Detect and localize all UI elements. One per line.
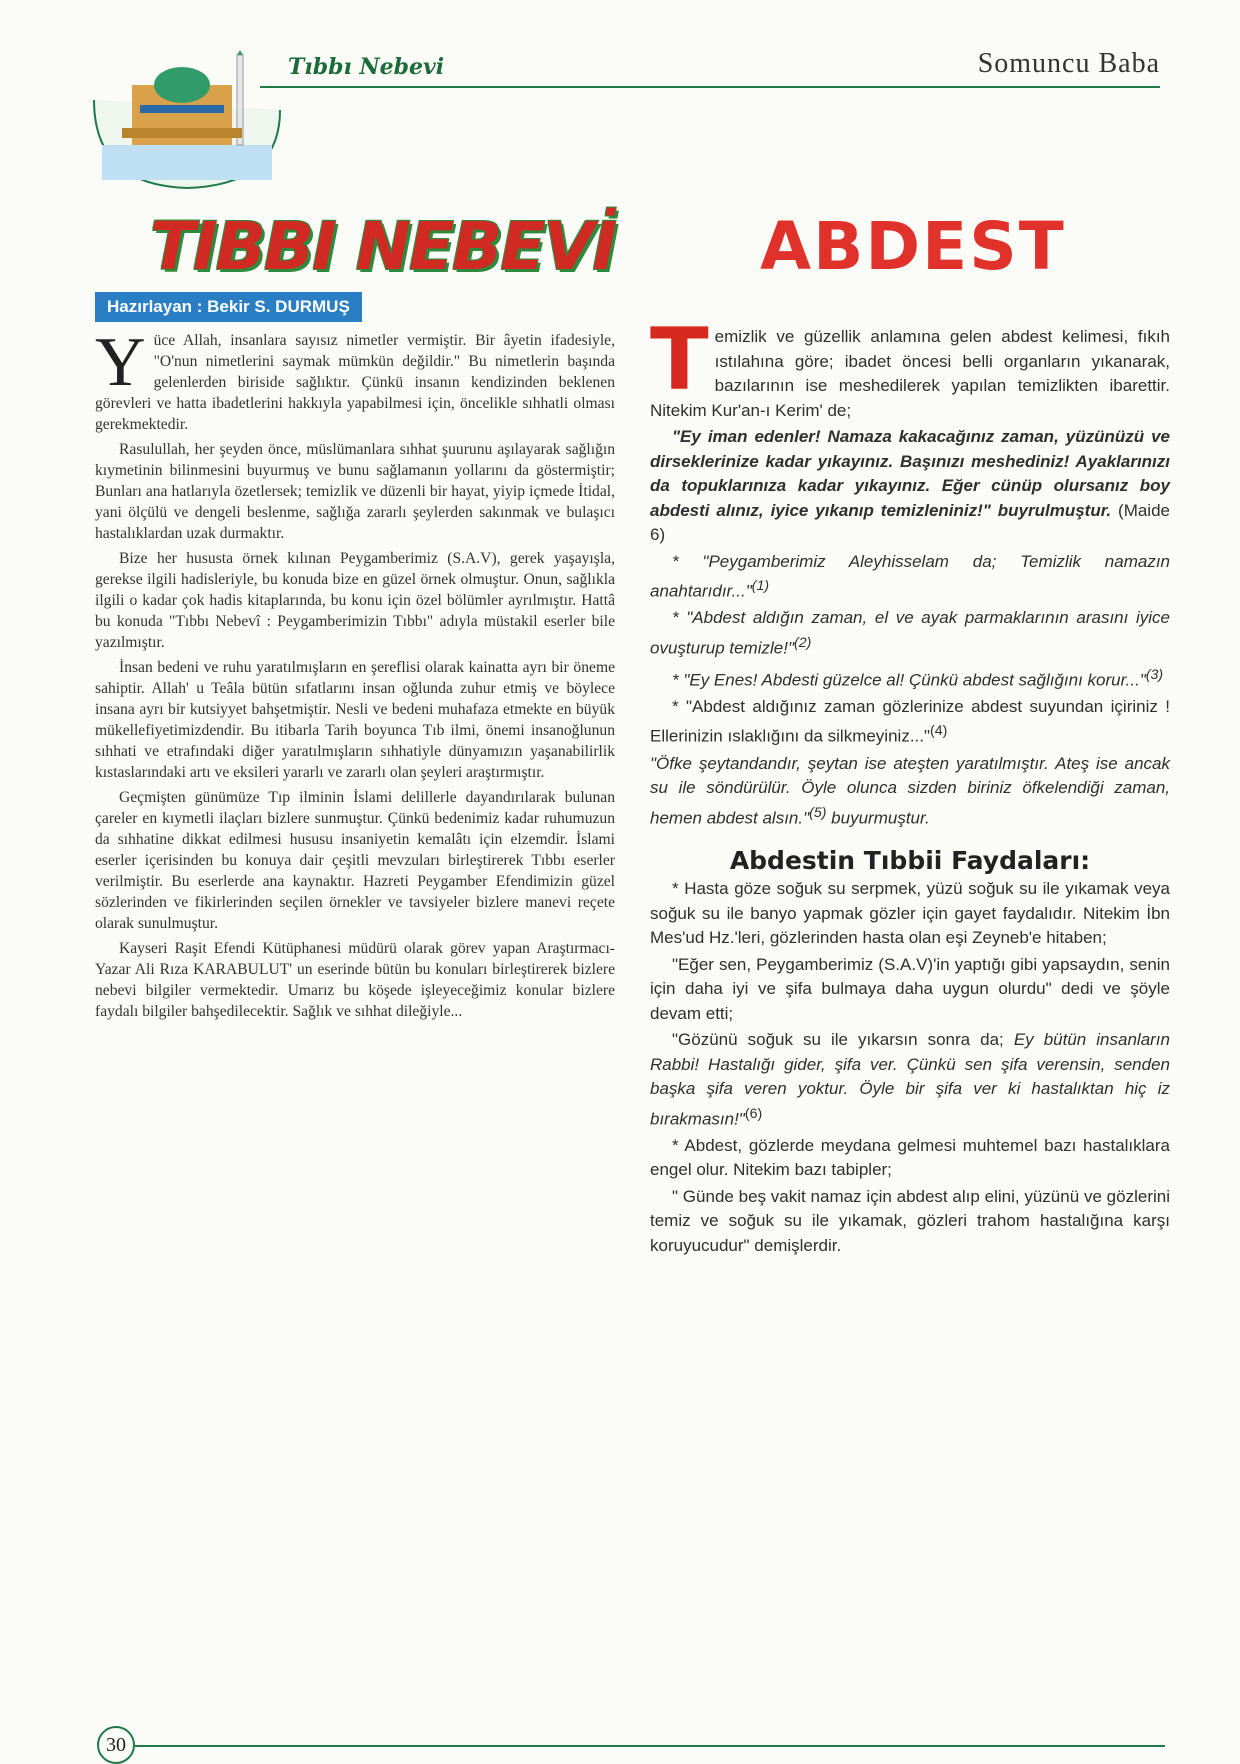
footer-rule xyxy=(135,1745,1165,1747)
benefit-paragraph: " Günde beş vakit namaz için abdest alıp elini, yüzünü ve gözlerini temiz ve soğuk su ile yıkamak, gözleri trahom hastalığına karşı koruyucudur" demişlerdir. xyxy=(650,1186,1170,1255)
paragraph: Kayseri Raşit Efendi Kütüphanesi müdürü olarak görev yapan Araştırmacı-Yazar Ali Rıza KARABULUT' un eserinde bütün bu konuları birleştirerek bizlere nebevi bilgiler vermektedir. Umarız bu köşede işleyeceğimiz konular bizlere faydalı bilgiler bahşedilecektir. Sağlık ve sıhhat dileğiyle... xyxy=(95,940,615,1020)
right-column xyxy=(650,310,1170,1260)
benefit-paragraph: * Hasta göze soğuk su serpmek, yüzü soğuk su ile yıkamak veya soğuk su ile banyo yapmak gözler için gayet faydalıdır. Nitekim İbn Mes'ud Hz.'leri, gözlerinden hasta olan eşi Zeyneb'e hitaben; xyxy=(650,879,1170,948)
drop-cap: T xyxy=(650,310,709,410)
subheading: Abdestin Tıbbii Faydaları: xyxy=(729,845,1091,875)
hadith-item: "Öfke şeytandandır, şeytan ise ateşten yaratılmıştır. Ateş ise ancak su ile söndürülür. Öyle olunca sizden biriniz öfkelendiği zaman, hemen abdest alsın."$^{(5)}$ buyurmuştur. xyxy=(650,753,1170,828)
author-badge: Hazırlayan : Bekir S. DURMUŞ xyxy=(95,292,362,322)
article-title: ABDEST xyxy=(760,208,1066,285)
main-title: TIBBI NEBEVİ xyxy=(150,208,616,285)
quran-quote: "Ey iman edenler! Namaza kakacağınız zaman, yüzünüzü ve dirseklerinize kadar yıkayınız. Başınızı meshediniz! Ayaklarınızı da topuklarınıza kadar yıkayınız. Eğer cünüp olursanız boy abdesti alınız, iyice yıkanıp temizleniniz!" buyrulmuştur. (Maide 6) xyxy=(650,427,1170,544)
benefit-paragraph: * Abdest, gözlerde meydana gelmesi muhtemel bazı hastalıklara engel olur. Nitekim bazı tabipler; xyxy=(650,1135,1170,1180)
header-rule xyxy=(260,86,1160,88)
hadith-item: * "Ey Enes! Abdesti güzelce al! Çünkü abdest sağlığını korur..."$^{(3)}$ xyxy=(672,666,1164,690)
drop-cap: Y xyxy=(95,324,146,401)
benefit-paragraph: "Gözünü soğuk su ile yıkarsın sonra da; Ey bütün insanların Rabbi! Hastalığı gider, şifa ver. Çünkü sen şifa verensin, senden başka şifa veren yoktur. Öyle bir şifa ver ki hastalıktan hiç iz bırakmasın!"$^{(6)}$ xyxy=(650,1030,1170,1129)
intro-paragraph: Temizlik ve güzellik anlamına gelen abdest kelimesi, fıkıh ıstılahına göre; ibadet öncesi belli organların yıkanarak, bazılarının ise meshedilerek yapılan temizlikten ibarettir. Nitekim Kur'an-ı Kerim' de; xyxy=(650,310,1170,420)
benefit-paragraph: "Eğer sen, Peygamberimiz (S.A.V)'in yaptığı gibi yapsaydın, senin için daha iyi ve şifa bulmaya daha uygun olurdu" dedi ve şöyle devam etti; xyxy=(650,954,1170,1023)
paragraph: Rasulullah, her şeyden önce, müslümanlara sıhhat şuurunu aşılayarak sağlığın kıymetinin bilinmesini buyurmuş ve bunu sağlamanın yollarını da göstermiştir; Bunları ana hatlarıyla özetlersek; temizlik ve düzenli bir hayat, yiyip içmede İtidal, yani ölçülü ve dengeli beslenme, sağlığa zararlı şeylerden sakınmak ve bulaşıcı hastalıklardan uzak durmaktır. xyxy=(95,441,615,542)
paragraph: İnsan bedeni ve ruhu yaratılmışların en şereflisi olarak kainatta ayrı bir öneme sahiptir. Allah' u Teâla bütün sıfatlarını insan oğlunda zuhur etmiş ve böylece insana ayrı bir kutsiyyet bahşetmiştir. Nesli ve bedeni muhafaza etmekte en büyük mükellefiyetimizdendir. Bu itibarla Tarih boyunca Tıb ilmi, önemi insanoğlunun sıhhati ve etrafındaki diğer yaratılmışların sıhhatiyle dünyamızın yaşanabilirlik kıstaslarındaki artı ve eksileri yararlı ve zararlı olan şeyleri araştırmıştır. xyxy=(95,659,615,781)
section-label: Tıbbı Nebevi xyxy=(288,54,445,80)
paragraph: Bize her hususta örnek kılınan Peygamberimiz (S.A.V), gerek yaşayışla, gerekse ilgili hadisleriyle, bu konuda bize en güzel örnek olmuştur. Onun, sağlıkla ilgili o kadar çok hadis kitaplarında, bu konu için özel bölümler ayrılmıştır. Hattâ bu konuda "Tıbbı Nebevî : Peygamberimizin Tıbbı" adıyla müstakil eserler bile yazılmıştır. xyxy=(95,550,615,651)
paragraph: Yüce Allah, insanlara sayısız nimetler vermiştir. Bir âyetin ifadesiyle, "O'nun nimetlerini saymak mümkün değildir." Bu nimetlerin başında gelenlerden biriside sağlıktır. Çünkü insanın kendizinden beklenen görevleri ve hatta ibadetlerini hakkıyla yapabilmesi için, öncelikle sıhhatli olması gerekmektedir. xyxy=(95,324,615,433)
paragraph: Geçmişten günümüze Tıp ilminin İslami delillerle dayandırılarak bulunan çareler en kıymetli ilaçları bizlere sunmuştur. Çünkü bedenimiz kadar ruhumuzun da sıhhatine dikkat edilmesi hususu insaniyetin kemalâtı için elzemdir. İslami eserler içerisinden bu konuya dair çeşitli mevzuları birleştirerek Tıbbı eserler verilmiştir. Bu eserlerde ana kaynaktır. Hazreti Peygamber Efendimizin güzel sözlerinden ve fikirlerinden seçilen örnekler ve tavsiyeler bizlere manevi reçete olarak sunulmuştur. xyxy=(95,789,615,932)
hadith-item: * "Abdest aldığın zaman, el ve ayak parmaklarının arasını iyice ovuşturup temizle!"$^{(2)}$ xyxy=(650,608,1170,658)
page-number: 30 xyxy=(97,1726,135,1764)
hadith-item: * "Abdest aldığınız zaman gözlerinize abdest suyundan içiriniz ! Ellerinizin ıslaklığını da silkmeyiniz..."$^{(4)}$ xyxy=(650,696,1170,747)
hadith-item: * "Peygamberimiz Aleyhisselam da; Temizlik namazın anahtarıdır..."$^{(1)}$ xyxy=(650,551,1170,601)
left-column xyxy=(95,324,615,1026)
mosque-logo-icon xyxy=(92,50,282,190)
magazine-name: Somuncu Baba xyxy=(977,48,1160,79)
